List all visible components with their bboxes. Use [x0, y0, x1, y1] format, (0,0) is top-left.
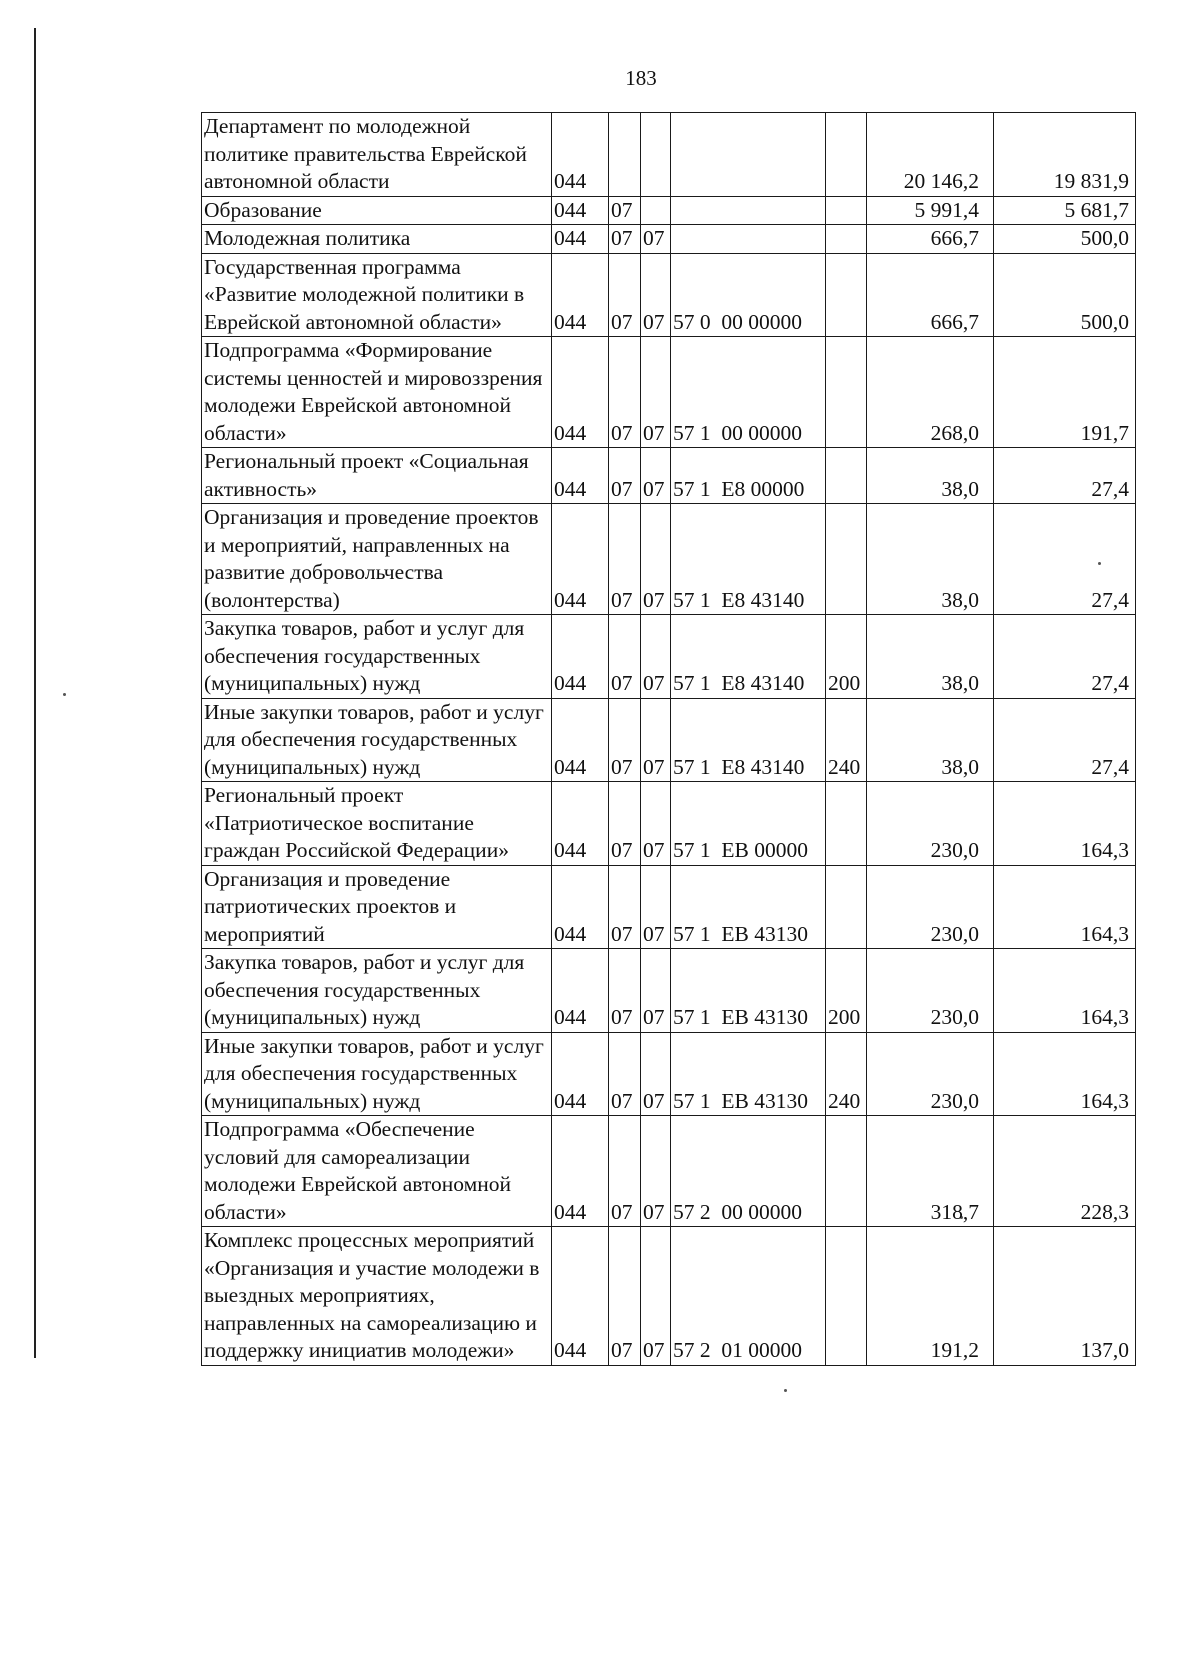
row-name: Департамент по молодежной политике правительства Еврейской автономной области	[202, 113, 552, 197]
row-target-article: 57 1 E8 43140	[671, 615, 826, 699]
row-name: Организация и проведение патриотических проектов и мероприятий	[202, 865, 552, 949]
row-expense-type	[826, 196, 867, 225]
row-amount-2: 5 681,7	[994, 196, 1136, 225]
row-amount-1: 666,7	[867, 225, 994, 254]
row-department-code: 044	[552, 337, 609, 448]
row-amount-2: 27,4	[994, 615, 1136, 699]
row-target-article	[671, 225, 826, 254]
row-amount-1: 191,2	[867, 1227, 994, 1366]
row-expense-type	[826, 253, 867, 337]
row-name: Иные закупки товаров, работ и услуг для обеспечения государственных (муниципальных) нужд	[202, 1032, 552, 1116]
row-target-article: 57 1 E8 00000	[671, 448, 826, 504]
row-section-code: 07	[609, 196, 641, 225]
scan-speck	[784, 1389, 787, 1392]
row-expense-type	[826, 113, 867, 197]
row-section-code: 07	[609, 782, 641, 866]
row-amount-1: 5 991,4	[867, 196, 994, 225]
table-row	[202, 782, 1136, 866]
row-subsection-code: 07	[641, 782, 671, 866]
row-department-code: 044	[552, 1032, 609, 1116]
row-expense-type	[826, 504, 867, 615]
row-subsection-code	[641, 196, 671, 225]
row-amount-1: 38,0	[867, 504, 994, 615]
row-amount-2: 164,3	[994, 865, 1136, 949]
table-row	[202, 225, 1136, 254]
row-section-code: 07	[609, 949, 641, 1033]
row-name: Молодежная политика	[202, 225, 552, 254]
row-target-article: 57 2 00 00000	[671, 1116, 826, 1227]
row-department-code: 044	[552, 615, 609, 699]
row-target-article: 57 1 E8 43140	[671, 504, 826, 615]
table-row	[202, 865, 1136, 949]
row-section-code: 07	[609, 1116, 641, 1227]
row-department-code: 044	[552, 1116, 609, 1227]
row-expense-type	[826, 782, 867, 866]
row-department-code: 044	[552, 865, 609, 949]
row-subsection-code: 07	[641, 253, 671, 337]
row-subsection-code: 07	[641, 698, 671, 782]
row-section-code: 07	[609, 448, 641, 504]
scan-speck	[63, 693, 66, 696]
row-subsection-code: 07	[641, 615, 671, 699]
table-row	[202, 253, 1136, 337]
row-department-code: 044	[552, 225, 609, 254]
page-number: 183	[625, 66, 657, 90]
row-expense-type	[826, 1227, 867, 1366]
table-row	[202, 448, 1136, 504]
table-row	[202, 196, 1136, 225]
row-department-code: 044	[552, 698, 609, 782]
row-amount-1: 230,0	[867, 782, 994, 866]
row-target-article: 57 1 EB 43130	[671, 949, 826, 1033]
row-section-code: 07	[609, 253, 641, 337]
row-expense-type	[826, 337, 867, 448]
row-target-article: 57 2 01 00000	[671, 1227, 826, 1366]
row-subsection-code: 07	[641, 448, 671, 504]
row-name: Закупка товаров, работ и услуг для обеспечения государственных (муниципальных) нужд	[202, 615, 552, 699]
row-amount-2: 27,4	[994, 698, 1136, 782]
row-name: Государственная программа «Развитие молодежной политики в Еврейской автономной области»	[202, 253, 552, 337]
row-amount-2: 500,0	[994, 253, 1136, 337]
row-amount-1: 230,0	[867, 949, 994, 1033]
row-amount-1: 38,0	[867, 448, 994, 504]
row-expense-type	[826, 1116, 867, 1227]
row-amount-1: 230,0	[867, 1032, 994, 1116]
row-amount-2: 27,4	[994, 504, 1136, 615]
table-row	[202, 337, 1136, 448]
row-expense-type	[826, 225, 867, 254]
row-name: Региональный проект «Патриотическое воспитание граждан Российской Федерации»	[202, 782, 552, 866]
row-department-code: 044	[552, 196, 609, 225]
row-department-code: 044	[552, 504, 609, 615]
row-name: Иные закупки товаров, работ и услуг для обеспечения государственных (муниципальных) нужд	[202, 698, 552, 782]
row-expense-type	[826, 865, 867, 949]
row-name: Закупка товаров, работ и услуг для обеспечения государственных (муниципальных) нужд	[202, 949, 552, 1033]
row-target-article: 57 1 EB 00000	[671, 782, 826, 866]
row-name: Организация и проведение проектов и мероприятий, направленных на развитие добровольчества (волонтерства)	[202, 504, 552, 615]
row-department-code: 044	[552, 949, 609, 1033]
row-amount-2: 500,0	[994, 225, 1136, 254]
row-subsection-code: 07	[641, 337, 671, 448]
row-section-code: 07	[609, 698, 641, 782]
row-section-code: 07	[609, 865, 641, 949]
row-amount-1: 666,7	[867, 253, 994, 337]
row-target-article: 57 1 00 00000	[671, 337, 826, 448]
row-subsection-code: 07	[641, 504, 671, 615]
row-amount-1: 318,7	[867, 1116, 994, 1227]
row-section-code: 07	[609, 1032, 641, 1116]
row-amount-1: 230,0	[867, 865, 994, 949]
row-department-code: 044	[552, 1227, 609, 1366]
row-amount-1: 38,0	[867, 615, 994, 699]
row-amount-2: 164,3	[994, 782, 1136, 866]
row-amount-1: 38,0	[867, 698, 994, 782]
table-row	[202, 615, 1136, 699]
row-target-article	[671, 113, 826, 197]
row-name: Подпрограмма «Обеспечение условий для самореализации молодежи Еврейской автономной области»	[202, 1116, 552, 1227]
row-section-code: 07	[609, 337, 641, 448]
row-subsection-code: 07	[641, 949, 671, 1033]
row-name: Подпрограмма «Формирование системы ценностей и мировоззрения молодежи Еврейской автономной области»	[202, 337, 552, 448]
row-name: Образование	[202, 196, 552, 225]
row-expense-type: 240	[826, 1032, 867, 1116]
table-row	[202, 113, 1136, 197]
row-amount-2: 164,3	[994, 1032, 1136, 1116]
row-subsection-code: 07	[641, 225, 671, 254]
row-amount-2: 27,4	[994, 448, 1136, 504]
row-target-article: 57 0 00 00000	[671, 253, 826, 337]
row-section-code: 07	[609, 615, 641, 699]
row-section-code: 07	[609, 225, 641, 254]
row-amount-2: 164,3	[994, 949, 1136, 1033]
budget-table	[201, 112, 1136, 1366]
row-target-article: 57 1 EB 43130	[671, 865, 826, 949]
row-subsection-code: 07	[641, 1116, 671, 1227]
row-section-code: 07	[609, 504, 641, 615]
row-department-code: 044	[552, 253, 609, 337]
table-row	[202, 504, 1136, 615]
row-amount-1: 20 146,2	[867, 113, 994, 197]
row-subsection-code: 07	[641, 1032, 671, 1116]
row-department-code: 044	[552, 113, 609, 197]
row-target-article	[671, 196, 826, 225]
row-subsection-code	[641, 113, 671, 197]
row-department-code: 044	[552, 782, 609, 866]
budget-table-body	[202, 113, 1136, 1366]
row-name: Региональный проект «Социальная активность»	[202, 448, 552, 504]
row-target-article: 57 1 EB 43130	[671, 1032, 826, 1116]
row-expense-type: 200	[826, 615, 867, 699]
table-row	[202, 1032, 1136, 1116]
row-name: Комплекс процессных мероприятий «Организация и участие молодежи в выездных мероприятиях, направленных на самореализацию и поддержку инициатив молодежи»	[202, 1227, 552, 1366]
row-expense-type: 200	[826, 949, 867, 1033]
table-row	[202, 949, 1136, 1033]
row-section-code: 07	[609, 1227, 641, 1366]
table-row	[202, 1227, 1136, 1366]
row-subsection-code: 07	[641, 865, 671, 949]
row-target-article: 57 1 E8 43140	[671, 698, 826, 782]
row-expense-type: 240	[826, 698, 867, 782]
row-amount-2: 137,0	[994, 1227, 1136, 1366]
table-row	[202, 1116, 1136, 1227]
row-amount-2: 191,7	[994, 337, 1136, 448]
table-row	[202, 698, 1136, 782]
row-department-code: 044	[552, 448, 609, 504]
row-section-code	[609, 113, 641, 197]
left-margin-line	[34, 28, 36, 1358]
row-amount-2: 19 831,9	[994, 113, 1136, 197]
row-expense-type	[826, 448, 867, 504]
row-amount-2: 228,3	[994, 1116, 1136, 1227]
row-amount-1: 268,0	[867, 337, 994, 448]
row-subsection-code: 07	[641, 1227, 671, 1366]
